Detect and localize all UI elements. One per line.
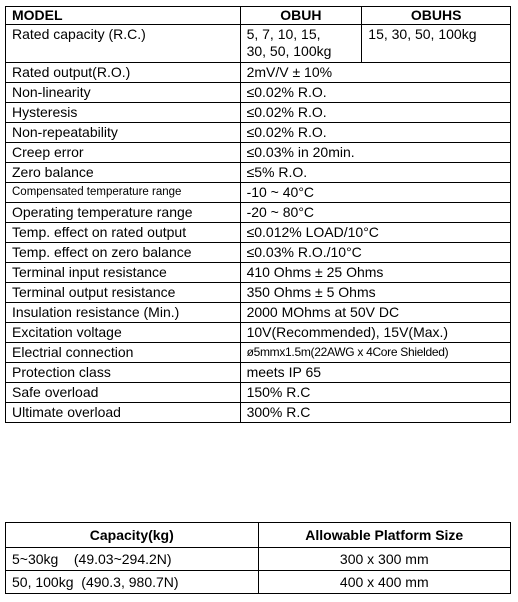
header-model: MODEL — [6, 7, 241, 25]
header-obuh: OBUH — [240, 7, 362, 25]
spec-row — [6, 363, 511, 383]
spec-value: meets IP 65 — [240, 363, 510, 383]
spec-row — [6, 263, 511, 283]
capacity-value: 5~30kg (49.03~294.2N) — [6, 548, 259, 571]
spec-row — [6, 403, 511, 423]
spec-label: Terminal input resistance — [6, 263, 241, 283]
header-platform-size: Allowable Platform Size — [258, 523, 510, 548]
spec-value: 2mV/V ± 10% — [240, 63, 510, 83]
spec-label: Terminal output resistance — [6, 283, 241, 303]
spec-label: Insulation resistance (Min.) — [6, 303, 241, 323]
capacity-row — [6, 571, 511, 594]
spec-row — [6, 283, 511, 303]
spec-header-row — [6, 7, 511, 25]
spec-row — [6, 383, 511, 403]
spec-row — [6, 143, 511, 163]
spec-row — [6, 203, 511, 223]
spec-row — [6, 303, 511, 323]
rated-capacity-obuhs: 15, 30, 50, 100kg — [362, 25, 511, 63]
spec-row-rated-capacity — [6, 25, 511, 63]
spec-value: ≤0.02% R.O. — [240, 83, 510, 103]
spec-label: Creep error — [6, 143, 241, 163]
rated-capacity-obuh-line1: 5, 7, 10, 15, — [246, 26, 321, 42]
spec-row — [6, 343, 511, 363]
rated-capacity-obuh — [240, 25, 362, 63]
spec-label: Hysteresis — [6, 103, 241, 123]
spec-row — [6, 323, 511, 343]
spec-value: ≤0.012% LOAD/10°C — [240, 223, 510, 243]
spec-label: Compensated temperature range — [6, 183, 241, 203]
spec-row — [6, 63, 511, 83]
spec-row — [6, 183, 511, 203]
spec-value: 10V(Recommended), 15V(Max.) — [240, 323, 510, 343]
spec-label: Operating temperature range — [6, 203, 241, 223]
spec-value: 300% R.C — [240, 403, 510, 423]
platform-size-value: 300 x 300 mm — [258, 548, 510, 571]
spec-label: Non-repeatability — [6, 123, 241, 143]
spec-label: Zero balance — [6, 163, 241, 183]
capacity-value: 50, 100kg (490.3, 980.7N) — [6, 571, 259, 594]
spec-label: Non-linearity — [6, 83, 241, 103]
spec-value: ø5mmx1.5m(22AWG x 4Core Shielded) — [240, 343, 510, 363]
spec-label: Safe overload — [6, 383, 241, 403]
spec-value: -10 ~ 40°C — [240, 183, 510, 203]
spec-value: ≤5% R.O. — [240, 163, 510, 183]
header-obuhs: OBUHS — [362, 7, 511, 25]
spec-value: 2000 MOhms at 50V DC — [240, 303, 510, 323]
spec-label: Temp. effect on rated output — [6, 223, 241, 243]
spec-row — [6, 103, 511, 123]
spec-value: ≤0.03% in 20min. — [240, 143, 510, 163]
spec-row — [6, 83, 511, 103]
spec-value: ≤0.02% R.O. — [240, 123, 510, 143]
specification-table — [5, 6, 511, 423]
spec-label: Electrial connection — [6, 343, 241, 363]
spec-label: Rated output(R.O.) — [6, 63, 241, 83]
spec-label: Excitation voltage — [6, 323, 241, 343]
spec-label: Protection class — [6, 363, 241, 383]
rated-capacity-label: Rated capacity (R.C.) — [6, 25, 241, 63]
capacity-table — [5, 522, 511, 594]
capacity-header-row — [6, 523, 511, 548]
spec-value: -20 ~ 80°C — [240, 203, 510, 223]
platform-size-value: 400 x 400 mm — [258, 571, 510, 594]
capacity-row — [6, 548, 511, 571]
spec-row — [6, 123, 511, 143]
spec-row — [6, 223, 511, 243]
spec-value: 410 Ohms ± 25 Ohms — [240, 263, 510, 283]
spec-row — [6, 163, 511, 183]
spec-label: Temp. effect on zero balance — [6, 243, 241, 263]
spec-label: Ultimate overload — [6, 403, 241, 423]
spec-value: ≤0.03% R.O./10°C — [240, 243, 510, 263]
spec-value: 150% R.C — [240, 383, 510, 403]
spec-value: 350 Ohms ± 5 Ohms — [240, 283, 510, 303]
header-capacity: Capacity(kg) — [6, 523, 259, 548]
spec-value: ≤0.02% R.O. — [240, 103, 510, 123]
rated-capacity-obuh-line2: 30, 50, 100kg — [246, 43, 332, 59]
spec-row — [6, 243, 511, 263]
